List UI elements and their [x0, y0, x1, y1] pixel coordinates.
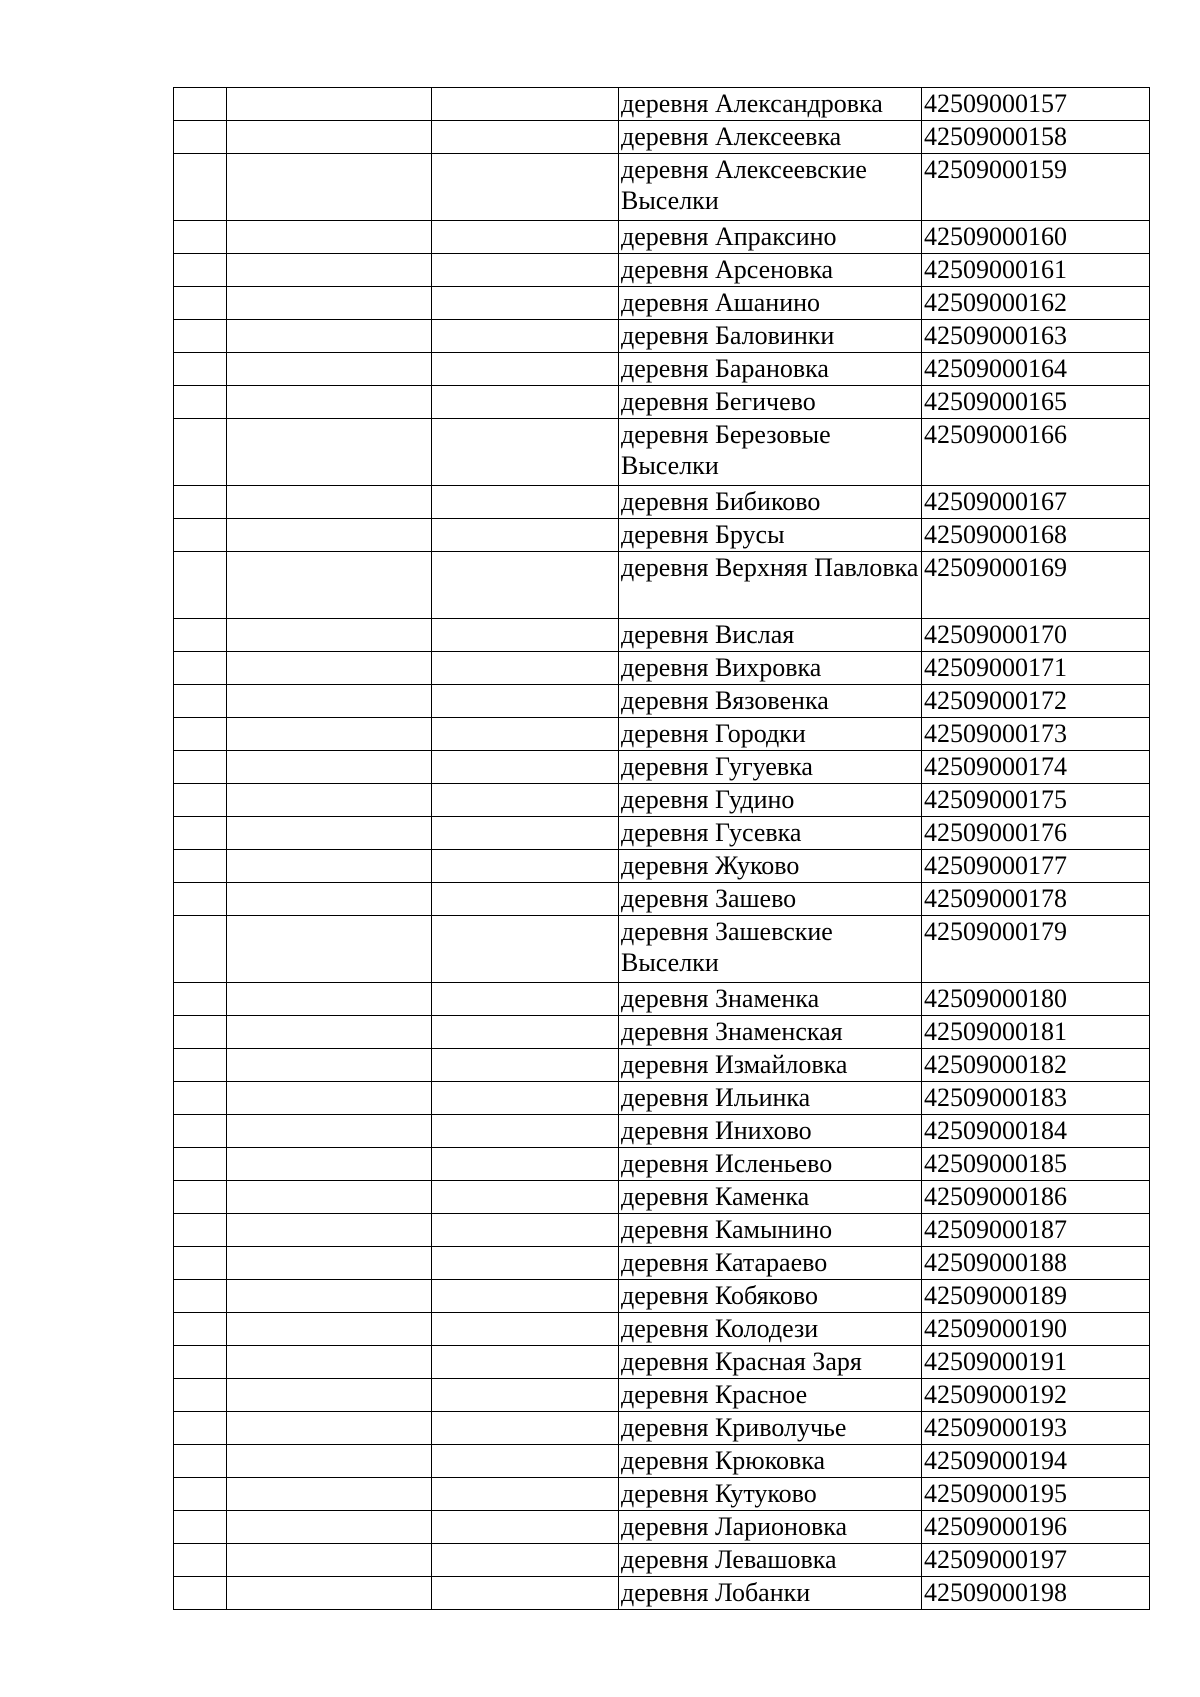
table-row — [174, 652, 1150, 685]
table-row — [174, 1049, 1150, 1082]
cell-number — [174, 1445, 227, 1478]
cell-number — [174, 1544, 227, 1577]
cell-municipality — [227, 486, 432, 519]
cell-municipality — [227, 519, 432, 552]
table-row — [174, 552, 1150, 619]
cell-municipality — [227, 1148, 432, 1181]
cell-municipality-code — [432, 619, 619, 652]
cell-municipality-code — [432, 784, 619, 817]
cell-number — [174, 519, 227, 552]
table-row — [174, 1280, 1150, 1313]
table-row — [174, 1082, 1150, 1115]
cell-settlement-code: 42509000190 — [922, 1313, 1150, 1346]
cell-number — [174, 1346, 227, 1379]
cell-settlement-name: деревня Арсеновка — [619, 254, 922, 287]
table-row — [174, 519, 1150, 552]
cell-settlement-code: 42509000161 — [922, 254, 1150, 287]
cell-settlement-code: 42509000162 — [922, 287, 1150, 320]
settlements-table-body — [174, 88, 1150, 1610]
cell-municipality-code — [432, 883, 619, 916]
table-row — [174, 1016, 1150, 1049]
cell-municipality — [227, 1511, 432, 1544]
cell-municipality — [227, 221, 432, 254]
cell-settlement-name: деревня Алексеевские Выселки — [619, 154, 922, 221]
table-row — [174, 751, 1150, 784]
cell-number — [174, 1412, 227, 1445]
cell-municipality — [227, 685, 432, 718]
cell-settlement-code: 42509000171 — [922, 652, 1150, 685]
cell-settlement-name: деревня Исленьево — [619, 1148, 922, 1181]
cell-number — [174, 1082, 227, 1115]
cell-municipality-code — [432, 1544, 619, 1577]
cell-number — [174, 883, 227, 916]
cell-municipality-code — [432, 1016, 619, 1049]
table-row — [174, 1247, 1150, 1280]
cell-number — [174, 419, 227, 486]
table-row — [174, 1313, 1150, 1346]
cell-settlement-name: деревня Красное — [619, 1379, 922, 1412]
cell-number — [174, 1016, 227, 1049]
cell-municipality — [227, 916, 432, 983]
table-row — [174, 817, 1150, 850]
cell-settlement-code: 42509000170 — [922, 619, 1150, 652]
cell-settlement-name: деревня Инихово — [619, 1115, 922, 1148]
cell-municipality-code — [432, 1478, 619, 1511]
cell-municipality — [227, 1445, 432, 1478]
cell-settlement-code: 42509000198 — [922, 1577, 1150, 1610]
table-row — [174, 619, 1150, 652]
table-row — [174, 486, 1150, 519]
cell-settlement-name: деревня Гудино — [619, 784, 922, 817]
cell-settlement-name: деревня Знаменка — [619, 983, 922, 1016]
cell-number — [174, 751, 227, 784]
cell-settlement-code: 42509000192 — [922, 1379, 1150, 1412]
cell-number — [174, 486, 227, 519]
cell-number — [174, 154, 227, 221]
cell-municipality — [227, 1115, 432, 1148]
cell-municipality — [227, 1082, 432, 1115]
cell-municipality-code — [432, 652, 619, 685]
cell-settlement-name: деревня Гусевка — [619, 817, 922, 850]
table-row — [174, 718, 1150, 751]
cell-municipality-code — [432, 983, 619, 1016]
cell-municipality-code — [432, 1214, 619, 1247]
cell-municipality — [227, 1280, 432, 1313]
cell-settlement-name: деревня Жуково — [619, 850, 922, 883]
cell-municipality — [227, 751, 432, 784]
cell-municipality — [227, 1577, 432, 1610]
cell-municipality — [227, 1049, 432, 1082]
cell-municipality-code — [432, 386, 619, 419]
cell-municipality — [227, 419, 432, 486]
cell-municipality-code — [432, 1379, 619, 1412]
cell-settlement-name: деревня Апраксино — [619, 221, 922, 254]
cell-number — [174, 287, 227, 320]
cell-municipality-code — [432, 121, 619, 154]
cell-number — [174, 1511, 227, 1544]
table-row — [174, 850, 1150, 883]
cell-municipality — [227, 1016, 432, 1049]
cell-settlement-code: 42509000166 — [922, 419, 1150, 486]
cell-number — [174, 784, 227, 817]
settlements-table — [173, 87, 1150, 1610]
cell-settlement-code: 42509000193 — [922, 1412, 1150, 1445]
cell-settlement-name: деревня Верхняя Павловка — [619, 552, 922, 619]
table-row — [174, 784, 1150, 817]
cell-municipality — [227, 1181, 432, 1214]
cell-municipality-code — [432, 1511, 619, 1544]
table-row — [174, 320, 1150, 353]
cell-municipality — [227, 1544, 432, 1577]
cell-settlement-code: 42509000157 — [922, 88, 1150, 121]
cell-number — [174, 1280, 227, 1313]
cell-municipality-code — [432, 685, 619, 718]
cell-municipality-code — [432, 88, 619, 121]
cell-municipality-code — [432, 1313, 619, 1346]
cell-municipality — [227, 1379, 432, 1412]
cell-settlement-code: 42509000186 — [922, 1181, 1150, 1214]
table-row — [174, 1148, 1150, 1181]
cell-municipality-code — [432, 817, 619, 850]
table-row — [174, 1115, 1150, 1148]
cell-number — [174, 685, 227, 718]
table-row — [174, 386, 1150, 419]
cell-settlement-code: 42509000175 — [922, 784, 1150, 817]
cell-settlement-code: 42509000168 — [922, 519, 1150, 552]
cell-municipality-code — [432, 1247, 619, 1280]
cell-number — [174, 1478, 227, 1511]
cell-municipality — [227, 1313, 432, 1346]
cell-municipality — [227, 353, 432, 386]
cell-settlement-code: 42509000187 — [922, 1214, 1150, 1247]
cell-settlement-name: деревня Брусы — [619, 519, 922, 552]
cell-settlement-name: деревня Ларионовка — [619, 1511, 922, 1544]
cell-municipality-code — [432, 1082, 619, 1115]
cell-settlement-name: деревня Знаменская — [619, 1016, 922, 1049]
cell-number — [174, 320, 227, 353]
cell-municipality-code — [432, 1049, 619, 1082]
cell-municipality-code — [432, 1445, 619, 1478]
cell-municipality — [227, 154, 432, 221]
cell-municipality — [227, 718, 432, 751]
cell-settlement-code: 42509000179 — [922, 916, 1150, 983]
cell-settlement-name: деревня Кутуково — [619, 1478, 922, 1511]
cell-number — [174, 1313, 227, 1346]
table-row — [174, 1544, 1150, 1577]
cell-settlement-code: 42509000189 — [922, 1280, 1150, 1313]
table-row — [174, 121, 1150, 154]
cell-settlement-name: деревня Вязовенка — [619, 685, 922, 718]
cell-number — [174, 1049, 227, 1082]
cell-settlement-code: 42509000195 — [922, 1478, 1150, 1511]
cell-municipality — [227, 552, 432, 619]
cell-municipality-code — [432, 486, 619, 519]
cell-settlement-code: 42509000178 — [922, 883, 1150, 916]
table-row — [174, 685, 1150, 718]
cell-municipality-code — [432, 1577, 619, 1610]
cell-municipality — [227, 287, 432, 320]
cell-number — [174, 552, 227, 619]
cell-number — [174, 1214, 227, 1247]
table-row — [174, 1577, 1150, 1610]
cell-settlement-name: деревня Бегичево — [619, 386, 922, 419]
cell-municipality-code — [432, 552, 619, 619]
cell-number — [174, 121, 227, 154]
cell-number — [174, 1577, 227, 1610]
cell-settlement-name: деревня Измайловка — [619, 1049, 922, 1082]
cell-municipality — [227, 1478, 432, 1511]
cell-settlement-code: 42509000177 — [922, 850, 1150, 883]
cell-municipality-code — [432, 850, 619, 883]
cell-municipality-code — [432, 1280, 619, 1313]
cell-settlement-name: деревня Ашанино — [619, 287, 922, 320]
cell-settlement-name: деревня Левашовка — [619, 1544, 922, 1577]
cell-settlement-code: 42509000174 — [922, 751, 1150, 784]
cell-number — [174, 817, 227, 850]
cell-municipality-code — [432, 916, 619, 983]
cell-municipality — [227, 320, 432, 353]
cell-number — [174, 619, 227, 652]
cell-municipality-code — [432, 1412, 619, 1445]
cell-number — [174, 983, 227, 1016]
cell-settlement-code: 42509000184 — [922, 1115, 1150, 1148]
cell-settlement-name: деревня Колодези — [619, 1313, 922, 1346]
cell-settlement-name: деревня Лобанки — [619, 1577, 922, 1610]
cell-number — [174, 88, 227, 121]
cell-municipality-code — [432, 353, 619, 386]
cell-settlement-code: 42509000160 — [922, 221, 1150, 254]
cell-settlement-name: деревня Гугуевка — [619, 751, 922, 784]
cell-settlement-code: 42509000164 — [922, 353, 1150, 386]
cell-settlement-name: деревня Ильинка — [619, 1082, 922, 1115]
cell-municipality-code — [432, 1148, 619, 1181]
cell-settlement-code: 42509000182 — [922, 1049, 1150, 1082]
cell-settlement-name: деревня Зашево — [619, 883, 922, 916]
table-row — [174, 221, 1150, 254]
cell-settlement-name: деревня Катараево — [619, 1247, 922, 1280]
cell-number — [174, 718, 227, 751]
cell-municipality-code — [432, 320, 619, 353]
cell-settlement-name: деревня Вислая — [619, 619, 922, 652]
table-row — [174, 353, 1150, 386]
cell-municipality — [227, 1214, 432, 1247]
cell-municipality — [227, 386, 432, 419]
cell-settlement-name: деревня Березовые Выселки — [619, 419, 922, 486]
cell-settlement-code: 42509000169 — [922, 552, 1150, 619]
cell-settlement-name: деревня Камынино — [619, 1214, 922, 1247]
cell-settlement-code: 42509000163 — [922, 320, 1150, 353]
cell-municipality — [227, 1247, 432, 1280]
cell-settlement-code: 42509000176 — [922, 817, 1150, 850]
cell-settlement-name: деревня Алексеевка — [619, 121, 922, 154]
cell-municipality-code — [432, 419, 619, 486]
cell-settlement-code: 42509000173 — [922, 718, 1150, 751]
cell-municipality-code — [432, 287, 619, 320]
cell-settlement-code: 42509000172 — [922, 685, 1150, 718]
cell-number — [174, 254, 227, 287]
cell-municipality-code — [432, 718, 619, 751]
cell-municipality-code — [432, 1115, 619, 1148]
cell-settlement-code: 42509000191 — [922, 1346, 1150, 1379]
cell-municipality-code — [432, 154, 619, 221]
cell-municipality-code — [432, 254, 619, 287]
table-row — [174, 254, 1150, 287]
table-row — [174, 883, 1150, 916]
cell-municipality — [227, 850, 432, 883]
cell-settlement-code: 42509000158 — [922, 121, 1150, 154]
cell-settlement-code: 42509000194 — [922, 1445, 1150, 1478]
cell-settlement-code: 42509000197 — [922, 1544, 1150, 1577]
cell-settlement-name: деревня Александровка — [619, 88, 922, 121]
cell-number — [174, 1181, 227, 1214]
cell-settlement-code: 42509000188 — [922, 1247, 1150, 1280]
cell-settlement-name: деревня Криволучье — [619, 1412, 922, 1445]
cell-settlement-name: деревня Бибиково — [619, 486, 922, 519]
cell-settlement-code: 42509000196 — [922, 1511, 1150, 1544]
cell-settlement-name: деревня Кобяково — [619, 1280, 922, 1313]
table-row — [174, 287, 1150, 320]
cell-municipality — [227, 652, 432, 685]
table-row — [174, 419, 1150, 486]
cell-number — [174, 353, 227, 386]
table-row — [174, 983, 1150, 1016]
cell-municipality-code — [432, 1346, 619, 1379]
cell-municipality — [227, 817, 432, 850]
cell-municipality — [227, 1412, 432, 1445]
table-row — [174, 916, 1150, 983]
cell-settlement-name: деревня Городки — [619, 718, 922, 751]
cell-number — [174, 850, 227, 883]
cell-municipality — [227, 883, 432, 916]
table-row — [174, 1445, 1150, 1478]
cell-municipality — [227, 121, 432, 154]
cell-number — [174, 1247, 227, 1280]
cell-settlement-code: 42509000165 — [922, 386, 1150, 419]
cell-settlement-code: 42509000185 — [922, 1148, 1150, 1181]
cell-settlement-name: деревня Барановка — [619, 353, 922, 386]
cell-settlement-name: деревня Красная Заря — [619, 1346, 922, 1379]
cell-settlement-code: 42509000159 — [922, 154, 1150, 221]
table-row — [174, 1478, 1150, 1511]
cell-number — [174, 1379, 227, 1412]
table-row — [174, 1346, 1150, 1379]
cell-settlement-name: деревня Вихровка — [619, 652, 922, 685]
cell-municipality-code — [432, 1181, 619, 1214]
cell-municipality-code — [432, 519, 619, 552]
cell-number — [174, 386, 227, 419]
cell-settlement-code: 42509000181 — [922, 1016, 1150, 1049]
cell-settlement-name: деревня Зашевские Выселки — [619, 916, 922, 983]
table-row — [174, 88, 1150, 121]
table-row — [174, 154, 1150, 221]
table-row — [174, 1379, 1150, 1412]
cell-municipality-code — [432, 751, 619, 784]
cell-settlement-name: деревня Каменка — [619, 1181, 922, 1214]
cell-number — [174, 1115, 227, 1148]
cell-settlement-code: 42509000167 — [922, 486, 1150, 519]
cell-municipality-code — [432, 221, 619, 254]
table-row — [174, 1214, 1150, 1247]
cell-municipality — [227, 784, 432, 817]
cell-number — [174, 652, 227, 685]
cell-number — [174, 916, 227, 983]
cell-municipality — [227, 88, 432, 121]
cell-settlement-code: 42509000183 — [922, 1082, 1150, 1115]
cell-number — [174, 221, 227, 254]
cell-number — [174, 1148, 227, 1181]
cell-municipality — [227, 254, 432, 287]
table-row — [174, 1181, 1150, 1214]
cell-settlement-name: деревня Баловинки — [619, 320, 922, 353]
cell-municipality — [227, 1346, 432, 1379]
table-row — [174, 1412, 1150, 1445]
cell-settlement-code: 42509000180 — [922, 983, 1150, 1016]
cell-settlement-name: деревня Крюковка — [619, 1445, 922, 1478]
table-row — [174, 1511, 1150, 1544]
cell-municipality — [227, 619, 432, 652]
cell-municipality — [227, 983, 432, 1016]
